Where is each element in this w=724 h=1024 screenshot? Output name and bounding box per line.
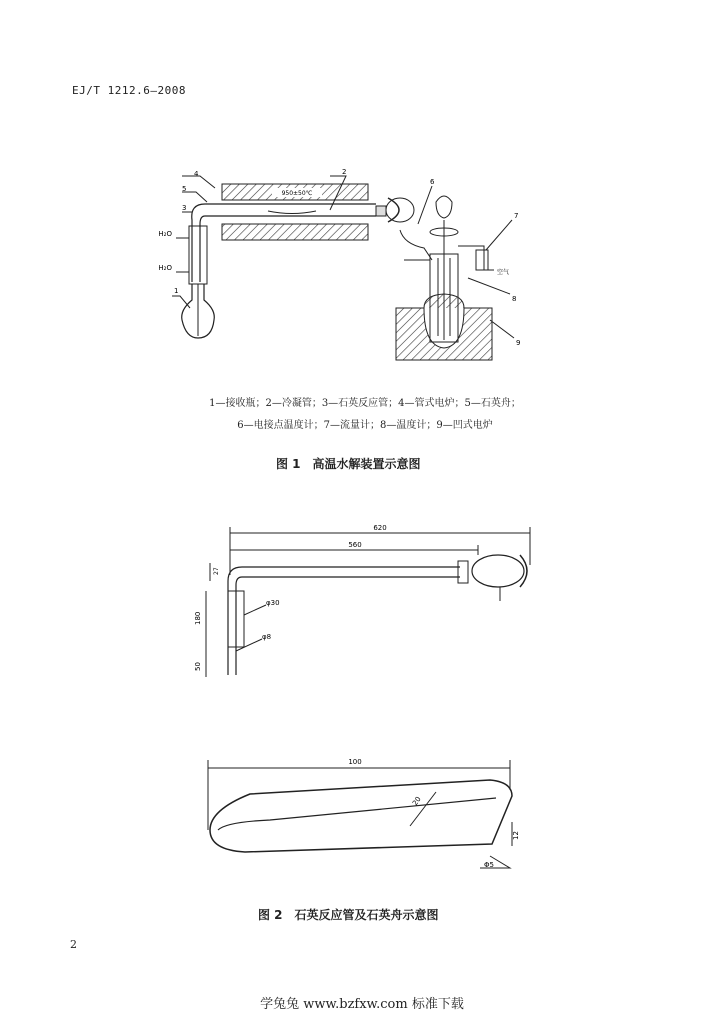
svg-text:φ8: φ8	[262, 633, 272, 641]
svg-text:7: 7	[514, 212, 519, 220]
figure-1-legend-line-1: 1—接收瓶；2—冷凝管；3—石英反应管；4—管式电炉；5—石英舟；	[209, 398, 521, 409]
svg-text:27: 27	[213, 567, 220, 575]
figure-1-legend-line-2: 6—电接点温度计；7—流量计；8—温度计；9—凹式电炉	[237, 420, 493, 431]
svg-text:1: 1	[174, 287, 179, 295]
quartz-boat	[268, 211, 316, 214]
svg-text:20: 20	[411, 795, 423, 808]
furnace-bottom	[222, 224, 368, 240]
svg-text:8: 8	[512, 295, 517, 303]
svg-text:620: 620	[373, 524, 387, 532]
footer-watermark: 学兔兔 www.bzfxw.com 标准下载	[260, 997, 464, 1012]
svg-text:5: 5	[182, 185, 187, 193]
svg-text:H₂O: H₂O	[158, 264, 172, 272]
svg-text:12: 12	[512, 831, 520, 840]
svg-text:H₂O: H₂O	[158, 230, 172, 238]
furnace-temp: 950±50℃	[281, 190, 313, 197]
flow-meter	[476, 250, 488, 270]
page-number: 2	[70, 938, 77, 951]
stopper	[376, 206, 386, 216]
boat-outline	[210, 780, 512, 852]
reaction-tube	[205, 204, 376, 216]
figure-2-caption: 图 2 石英反应管及石英舟示意图	[258, 908, 439, 922]
svg-text:空气: 空气	[497, 269, 510, 276]
figure-1-caption: 图 1 高温水解装置示意图	[276, 457, 421, 471]
figure-1-apparatus	[0, 160, 724, 370]
svg-text:560: 560	[348, 541, 362, 549]
figure-2-reaction-tube	[0, 515, 724, 685]
svg-text:6: 6	[430, 178, 435, 186]
svg-text:φ30: φ30	[266, 599, 280, 607]
svg-text:3: 3	[182, 204, 187, 212]
svg-text:2: 2	[342, 168, 347, 176]
svg-text:100: 100	[348, 758, 362, 766]
figure-2-quartz-boat	[0, 750, 724, 880]
svg-text:9: 9	[516, 339, 521, 347]
thermometer-head	[436, 196, 452, 218]
svg-text:Φ5: Φ5	[484, 861, 494, 869]
standard-number: EJ/T 1212.6—2008	[72, 84, 186, 97]
svg-text:50: 50	[194, 662, 202, 671]
svg-text:180: 180	[194, 611, 202, 625]
svg-text:4: 4	[194, 170, 199, 178]
